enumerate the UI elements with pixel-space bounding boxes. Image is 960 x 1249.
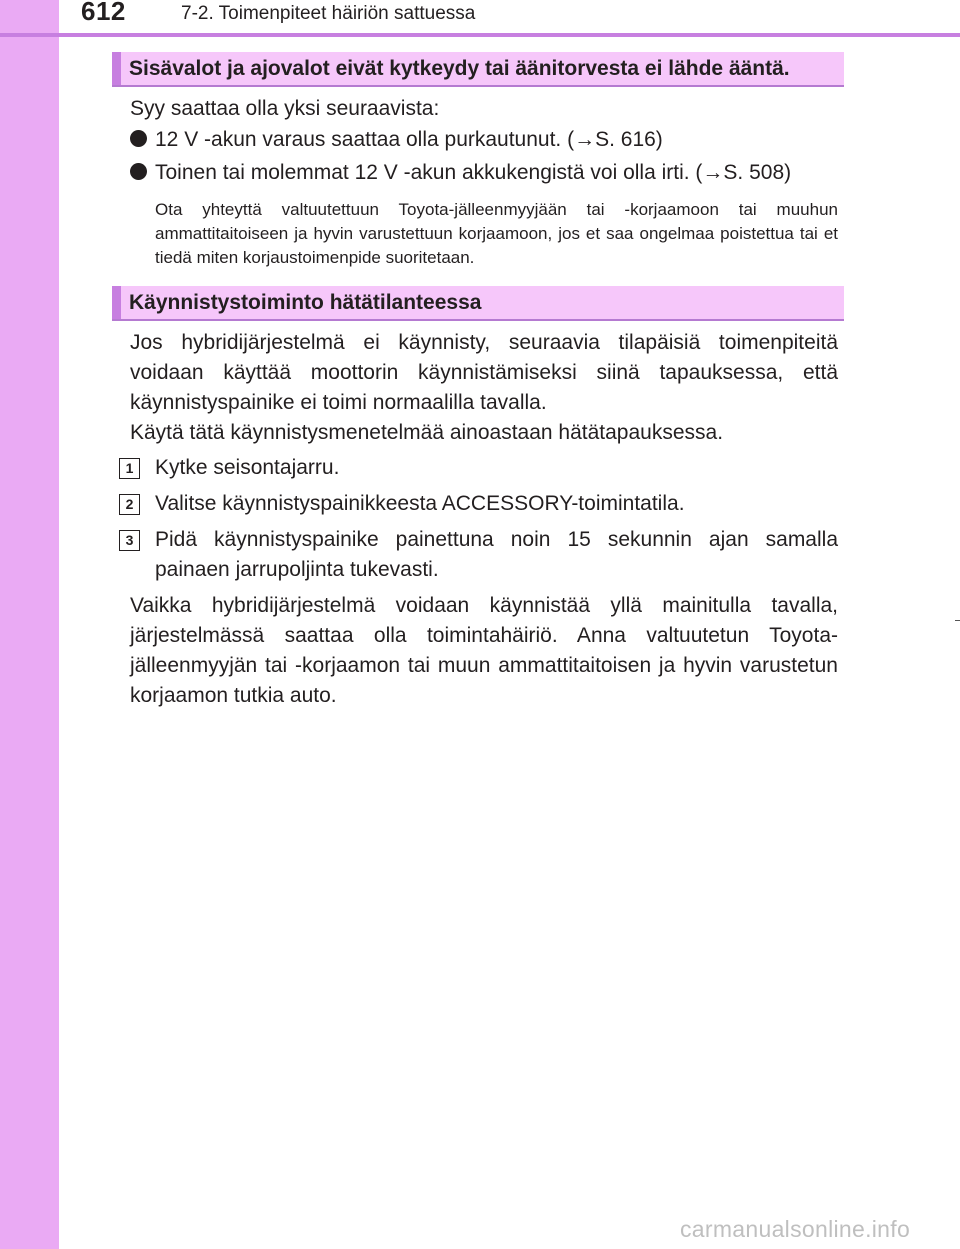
step-number-2: 2 <box>119 494 140 515</box>
page-number: 612 <box>81 0 126 26</box>
step-text-1: Kytke seisontajarru. <box>155 456 340 479</box>
section-title: Sisävalot ja ajovalot eivät kytkeydy tai äänitorvesta ei lähde ääntä. <box>129 57 790 80</box>
section-title: Käynnistystoiminto hätätilanteessa <box>129 291 482 314</box>
chapter-title: 7-2. Toimenpiteet häiriön sattuessa <box>181 3 476 24</box>
page-reference: S. 508) <box>723 161 792 184</box>
section-heading-lights <box>112 52 844 87</box>
section-heading-emergency-start <box>112 286 844 321</box>
step-text-2: Valitse käynnistyspainikkeesta ACCESSORY-toimintatila. <box>155 492 685 515</box>
step-number-1: 1 <box>119 458 140 479</box>
watermark: carmanualsonline.info <box>680 1216 911 1242</box>
service-note: Ota yhteyttä valtuutettuun Toyota-jälleenmyyjään tai -korjaamoon tai muuhun ammattitaitoiseen ja hyvin varustettuun korjaamoon, jos et saa ongelmaa poistettua tai et tiedä miten korjaustoimenpide suoritetaan. <box>155 200 838 267</box>
section2-outro: Vaikka hybridijärjestelmä voidaan käynnistää yllä mainitulla tavalla, järjestelmässä saattaa olla toimintahäiriö. Anna valtuutetun Toyota-jälleenmyyjän tai -korjaamon tai muun ammattitaitoisen ja hyvin varustetun korjaamon tutkia auto. <box>130 594 838 707</box>
section2-intro: Jos hybridijärjestelmä ei käynnisty, seuraavia tilapäisiä toimenpiteitä voidaan käyttää moottorin käynnistämiseksi siinä tapauksessa, että käynnistyspainike ei toimi normaalilla tavalla. <box>130 331 838 414</box>
bullet-text: Toinen tai molemmat 12 V -akun akkukengistä voi olla irti. ( <box>155 161 703 184</box>
bullet-item <box>130 158 850 188</box>
header-rule <box>0 33 960 37</box>
arrow-icon: → <box>702 161 724 184</box>
arrow-icon: → <box>574 128 596 151</box>
bullet-dot-icon <box>130 163 147 180</box>
section-accent <box>112 286 121 319</box>
edge-tick-mark <box>955 620 960 621</box>
bullet-item <box>130 125 850 155</box>
section1-intro: Syy saattaa olla yksi seuraavista: <box>130 97 440 120</box>
page-reference: S. 616) <box>595 128 663 151</box>
step-number-3: 3 <box>119 530 140 551</box>
bullet-dot-icon <box>130 130 147 147</box>
step-text-3: Pidä käynnistyspainike painettuna noin 15 sekunnin ajan samalla painaen jarrupoljinta tukevasti. <box>155 528 838 581</box>
side-color-band <box>0 0 59 1249</box>
section2-emergency-only: Käytä tätä käynnistysmenetelmää ainoastaan hätätapauksessa. <box>130 421 724 444</box>
bullet-text: 12 V -akun varaus saattaa olla purkautunut. ( <box>155 128 575 151</box>
section-accent <box>112 52 121 85</box>
